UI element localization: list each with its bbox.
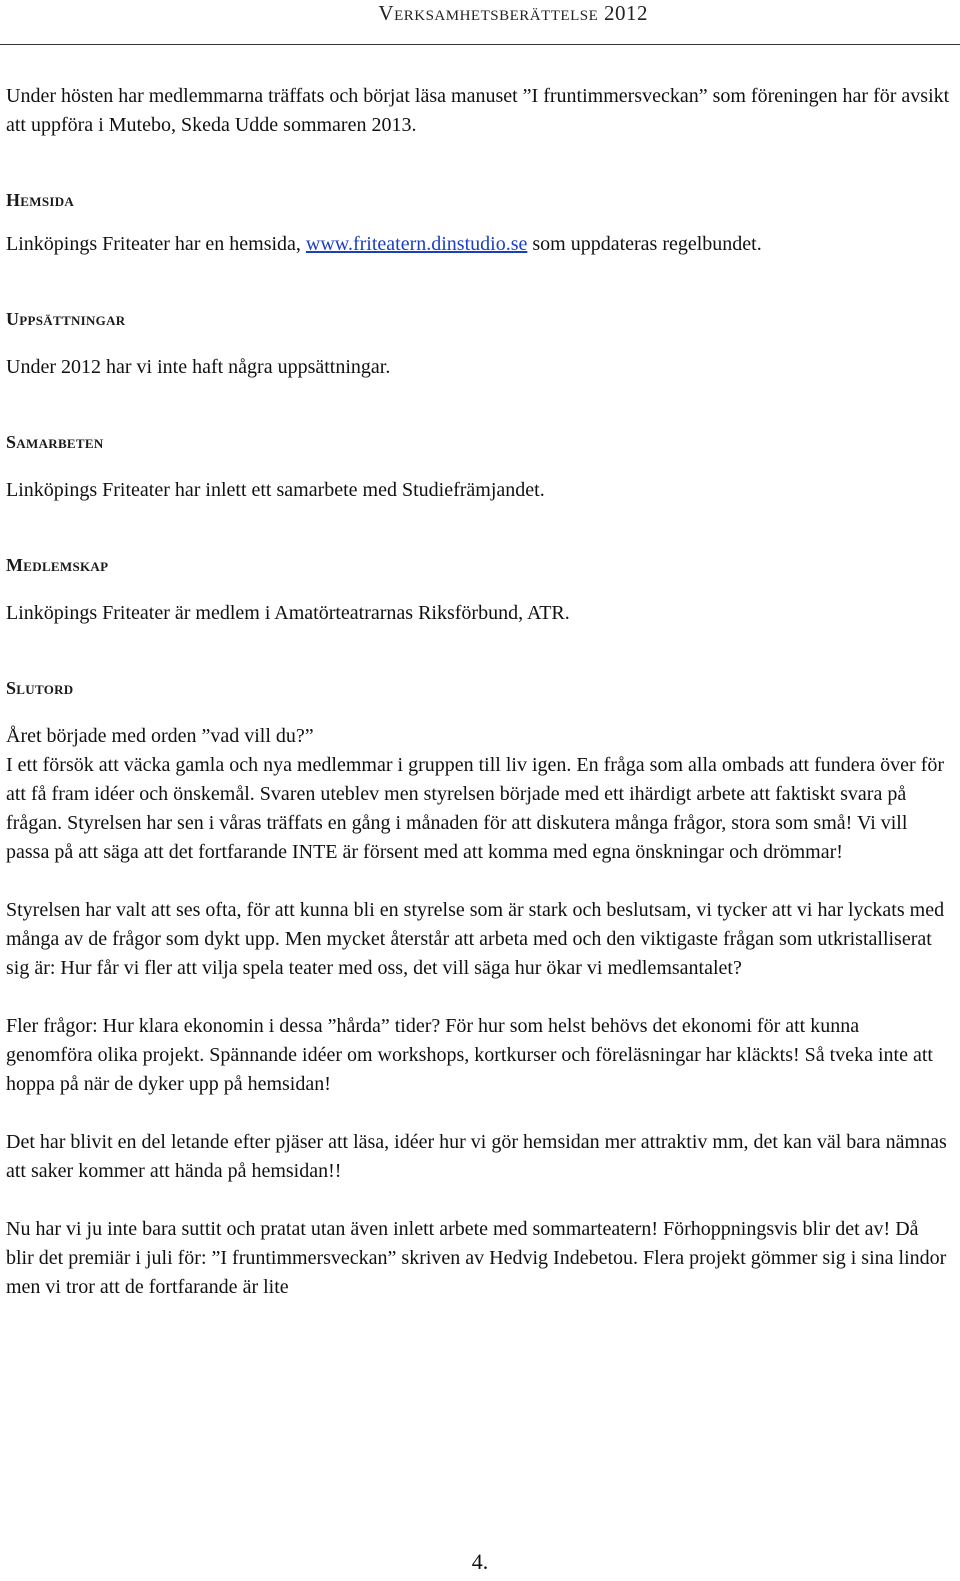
heading-hemsida: Hemsida <box>6 190 75 210</box>
header-title: Verksamhetsberättelse 2012 <box>378 1 648 25</box>
hemsida-text-before: Linköpings Friteater har en hemsida, <box>6 233 306 255</box>
document-body <box>6 82 950 1302</box>
heading-samarbeten: Samarbeten <box>6 432 104 452</box>
slutord-paragraph-1-rest: I ett försök att väcka gamla och nya medlemmar i gruppen till liv igen. En fråga som alla ombads att fundera över för att få fram idéer och önskemål. Svaren uteblev men styrelsen började med ett ihärdigt arbete att faktiskt svara på frågan. Styrelsen har sen i våras träffats en gång i månaden för att diskutera många frågor, stora som små! Vi vill passa på att säga att det fortfarande INTE är försent med att komma med egna önskningar och drömmar! <box>6 754 945 863</box>
page-footer <box>0 1547 960 1581</box>
uppsattningar-paragraph: Under 2012 har vi inte haft några uppsättningar. <box>6 356 391 378</box>
hemsida-text-after: som uppdateras regelbundet. <box>527 233 762 255</box>
slutord-paragraph-2: Styrelsen har valt att ses ofta, för att kunna bli en styrelse som är stark och beslutsam, vi tycker att vi har lyckats med många av de frågor som dykt upp. Men mycket återstår att arbeta med och den viktigaste frågan som utkristalliserat sig är: Hur får vi fler att vilja spela teater med oss, det vill säga hur ökar vi medlemsantalet? <box>6 899 945 979</box>
intro-paragraph: Under hösten har medlemmarna träffats och börjat läsa manuset ”I fruntimmersveckan” som föreningen har för avsikt att uppföra i Mutebo, Skeda Udde sommaren 2013. <box>6 85 950 136</box>
slutord-paragraph-5: Nu har vi ju inte bara suttit och pratat utan även inlett arbete med sommarteatern! Förhoppningsvis blir det av! Då blir det premiär i juli för: ”I fruntimmersveckan” skriven av Hedvig Indebetou. Flera projekt gömmer sig i sina lindor men vi tror att de fortfarande är lite <box>6 1218 947 1298</box>
heading-slutord: Slutord <box>6 678 74 698</box>
header-rule <box>0 44 960 45</box>
slutord-paragraph-1 <box>6 722 950 867</box>
page-header <box>0 0 960 36</box>
slutord-opening-line: Året började med orden ”vad vill du?” <box>6 725 314 747</box>
slutord-paragraph-3: Fler frågor: Hur klara ekonomin i dessa ”hårda” tider? För hur som helst behövs det ekonomi för att kunna genomföra olika projekt. Spännande idéer om workshops, kortkurser och föreläsningar har kläckts! Så tveka inte att hoppa på när de dyker upp på hemsidan! <box>6 1015 933 1095</box>
samarbeten-paragraph: Linköpings Friteater har inlett ett samarbete med Studiefrämjandet. <box>6 479 545 501</box>
heading-medlemskap: Medlemskap <box>6 555 109 575</box>
medlemskap-paragraph: Linköpings Friteater är medlem i Amatörteatrarnas Riksförbund, ATR. <box>6 602 570 624</box>
slutord-paragraph-4: Det har blivit en del letande efter pjäser att läsa, idéer hur vi gör hemsidan mer attraktiv mm, det kan väl bara nämnas att saker kommer att hända på hemsidan!! <box>6 1131 947 1182</box>
page-number: 4. <box>471 1549 489 1574</box>
heading-uppsattningar: Uppsättningar <box>6 309 126 329</box>
hemsida-paragraph <box>6 230 950 259</box>
website-link[interactable]: www.friteatern.dinstudio.se <box>305 233 528 255</box>
